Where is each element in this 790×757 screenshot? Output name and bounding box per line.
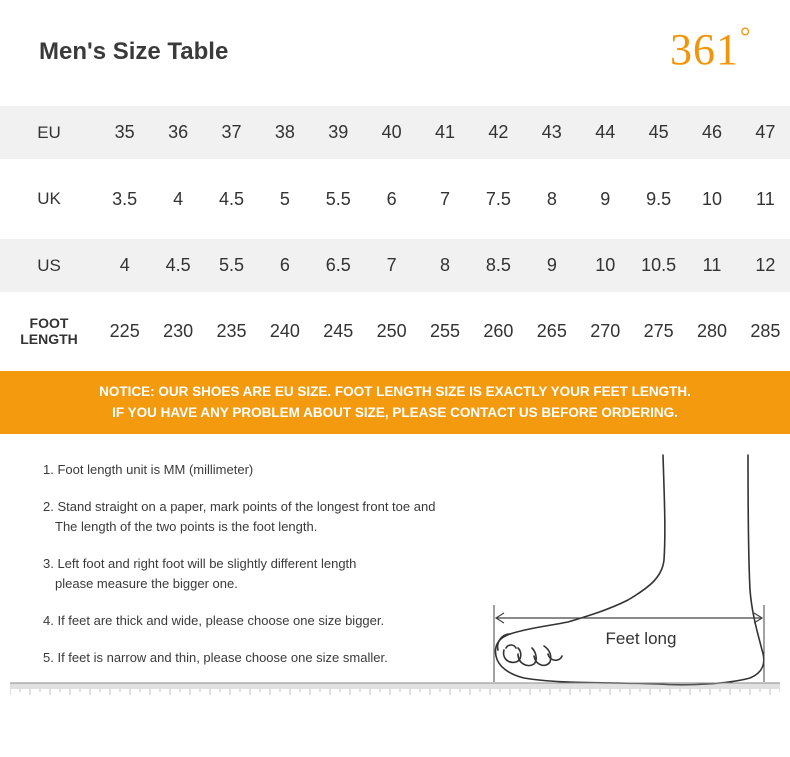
table-cell: 43 [541, 122, 562, 142]
instruction-text-continued: The length of the two points is the foot length. [55, 519, 318, 534]
table-cell: 7 [386, 255, 397, 275]
table-cell: 5.5 [325, 188, 351, 209]
ruler [10, 682, 780, 696]
table-cell: 41 [435, 122, 456, 142]
table-cell: 250 [376, 320, 407, 341]
notice-line-1: NOTICE: OUR SHOES ARE EU SIZE. FOOT LENGTH SIZE IS EXACTLY YOUR FEET LENGTH. [99, 384, 691, 399]
table-cell: 6 [386, 188, 397, 209]
logo-degree: ° [740, 22, 752, 51]
row-label-line2: LENGTH [20, 331, 78, 347]
table-cell: 265 [536, 320, 567, 341]
foot-measurement-diagram [488, 450, 778, 690]
table-cell: 270 [590, 320, 621, 341]
instruction-item [43, 648, 483, 668]
table-cell: 7.5 [485, 188, 511, 209]
table-cell: 9.5 [646, 188, 672, 209]
table-cell: 255 [430, 320, 461, 341]
table-cell: 240 [269, 320, 300, 341]
table-cell: 47 [755, 122, 776, 142]
brand-logo [670, 22, 752, 74]
table-cell: 5.5 [218, 255, 244, 275]
table-row-uk [0, 159, 790, 239]
table-cell: 275 [643, 320, 674, 341]
table-cell: 260 [483, 320, 514, 341]
table-cell: 12 [755, 255, 776, 275]
table-cell: 6.5 [325, 255, 351, 275]
table-cell: 280 [696, 320, 728, 341]
table-cell: 6 [279, 255, 290, 275]
size-table [0, 106, 790, 370]
table-cell: 235 [216, 320, 247, 341]
table-cell: 9 [546, 255, 557, 275]
instruction-item [43, 460, 483, 480]
logo-text: 361 [670, 25, 739, 74]
table-cell: 10.5 [641, 255, 677, 275]
instruction-text: 1. Foot length unit is MM (millimeter) [43, 462, 254, 477]
row-label [0, 315, 98, 347]
notice-line-2: IF YOU HAVE ANY PROBLEM ABOUT SIZE, PLEASE CONTACT US BEFORE ORDERING. [112, 405, 678, 420]
table-cell: 44 [595, 122, 616, 142]
table-cell: 36 [168, 122, 189, 142]
table-row-eu [0, 106, 790, 159]
table-cell: 4.5 [218, 188, 244, 209]
table-cell: 9 [600, 188, 611, 209]
row-label: US [37, 255, 61, 275]
table-cell: 5 [279, 188, 290, 209]
table-cell: 37 [221, 122, 242, 142]
table-cell: 225 [109, 320, 140, 341]
page-title: Men's Size Table [39, 38, 229, 65]
table-row-foot-length [0, 292, 790, 370]
instruction-text: 3. Left foot and right foot will be slightly different length [43, 556, 357, 571]
row-label-line1: FOOT [29, 315, 69, 331]
instruction-text: 2. Stand straight on a paper, mark points of the longest front toe and [43, 499, 436, 514]
table-cell: 42 [488, 122, 509, 142]
table-cell: 8 [440, 255, 451, 275]
table-cell: 245 [323, 320, 354, 341]
instructions-list [43, 460, 483, 685]
table-cell: 10 [701, 188, 722, 209]
table-cell: 8 [546, 188, 557, 209]
notice-banner [0, 371, 790, 434]
table-cell: 4.5 [165, 255, 191, 275]
table-cell: 4 [119, 255, 130, 275]
row-label: EU [37, 122, 61, 142]
instruction-item [43, 497, 483, 537]
instruction-item [43, 554, 483, 594]
table-cell: 35 [114, 122, 135, 142]
table-cell: 230 [163, 320, 194, 341]
table-cell: 38 [274, 122, 295, 142]
table-cell: 39 [328, 122, 349, 142]
table-cell: 4 [173, 188, 184, 209]
table-cell: 7 [440, 188, 451, 209]
table-cell: 46 [701, 122, 722, 142]
table-cell: 40 [381, 122, 402, 142]
row-label: UK [37, 189, 61, 208]
table-cell: 11 [756, 188, 775, 209]
table-cell: 45 [648, 122, 669, 142]
table-cell: 8.5 [485, 255, 511, 275]
instruction-item [43, 611, 483, 631]
feet-long-label: Feet long [605, 629, 677, 648]
table-cell: 3.5 [112, 188, 138, 209]
table-cell: 11 [702, 255, 722, 275]
table-row-us [0, 239, 790, 292]
foot-outline [496, 455, 764, 685]
table-cell: 285 [750, 320, 781, 341]
instruction-text: 4. If feet are thick and wide, please choose one size bigger. [43, 613, 385, 628]
ruler-ticks [10, 683, 780, 695]
instruction-text: 5. If feet is narrow and thin, please choose one size smaller. [43, 650, 388, 665]
table-cell: 10 [595, 255, 616, 275]
instruction-text-continued: please measure the bigger one. [55, 576, 238, 591]
